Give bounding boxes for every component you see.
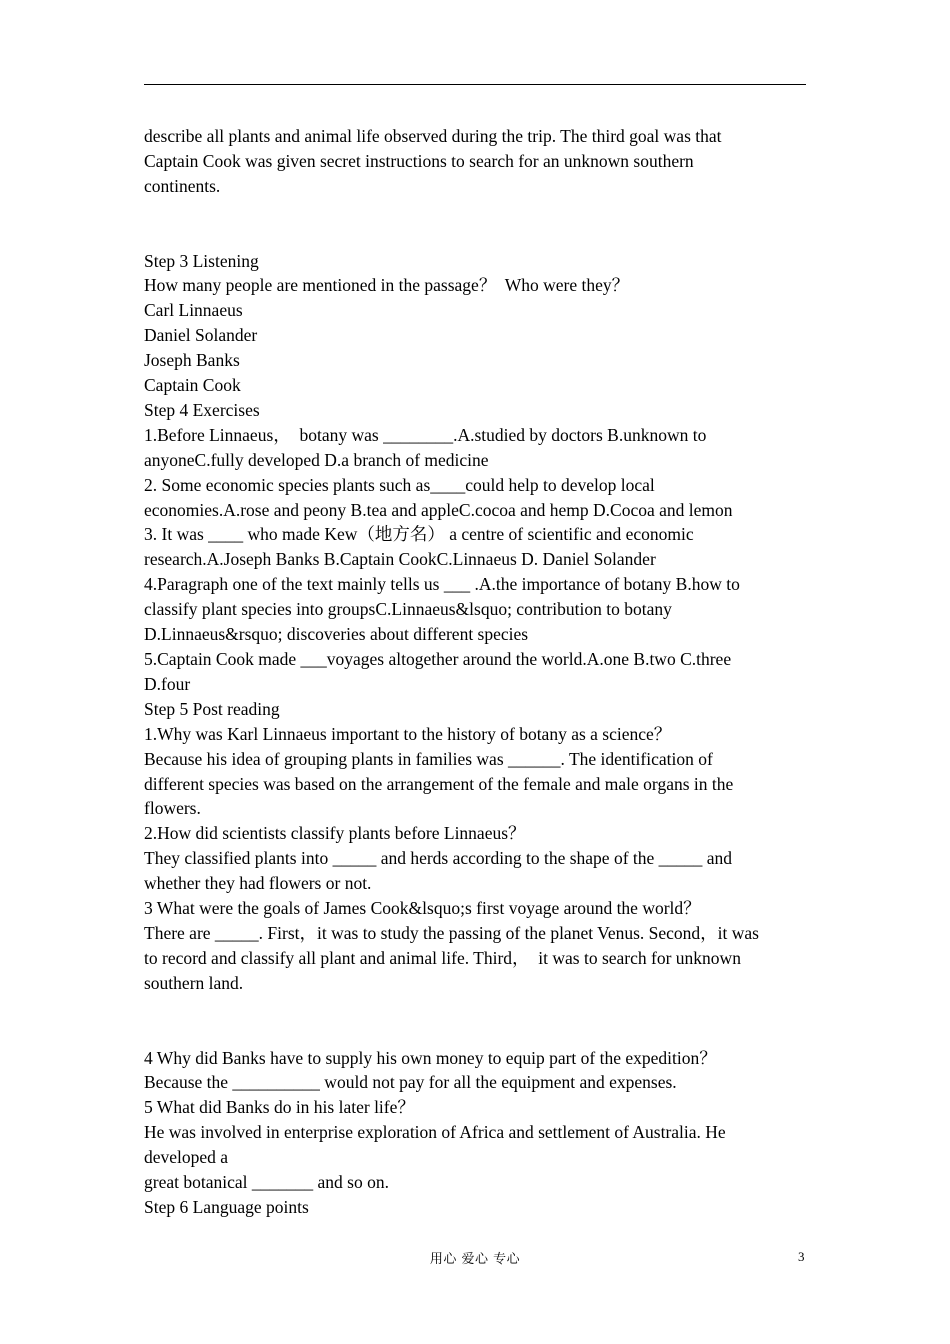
blank-space [144, 199, 810, 249]
text-line: Carl Linnaeus [144, 300, 243, 321]
text-line: describe all plants and animal life observed during the trip. The third goal was that [144, 126, 722, 146]
text-line: whether they had flowers or not. [144, 873, 372, 894]
page-number: 3 [798, 1249, 805, 1264]
section-main [144, 249, 810, 996]
step-6-heading: Step 6 Language points [144, 1196, 309, 1217]
header-rule [144, 84, 806, 85]
text-line: 5.Captain Cook made ___voyages altogether around the world.A.one B.two C.three [144, 649, 732, 670]
text-line: Daniel Solander [144, 325, 258, 346]
text-line: 2.How did scientists classify plants before Linnaeus？ [144, 823, 526, 844]
text-line: classify plant species into groupsC.Linnaeus&lsquo; contribution to botany [144, 599, 672, 620]
text-line: How many people are mentioned in the passage？ Who were they？ [144, 275, 630, 296]
text-line: There are _____. First，it was to study the passing of the planet Venus. Second，it was [144, 922, 759, 943]
text-line: D.four [144, 673, 191, 694]
text-line: Captain Cook [144, 375, 241, 396]
text-line: great botanical _______ and so on. [144, 1172, 389, 1193]
step-5-heading: Step 5 Post reading [144, 698, 280, 719]
text-line: continents. [144, 175, 221, 196]
text-line: to record and classify all plant and animal life. Third， it was to search for unknown [144, 947, 741, 968]
step-3-heading: Step 3 Listening [144, 250, 259, 271]
section-end [144, 1046, 810, 1220]
text-line: 5 What did Banks do in his later life？ [144, 1097, 415, 1118]
text-line: He was involved in enterprise exploration of Africa and settlement of Australia. He [144, 1122, 726, 1143]
document-body [144, 124, 810, 1220]
text-line: D.Linnaeus&rsquo; discoveries about different species [144, 624, 529, 645]
text-line: 4 Why did Banks have to supply his own money to equip part of the expedition？ [144, 1047, 717, 1068]
footer-slogan: 用心 爱心 专心 [429, 1252, 521, 1267]
text-line: Because his idea of grouping plants in families was ______. The identification of [144, 748, 713, 769]
paragraph-intro [144, 124, 810, 199]
text-line: 2. Some economic species plants such as____could help to develop local [144, 474, 655, 495]
text-line: research.A.Joseph Banks B.Captain CookC.Linnaeus D. Daniel Solander [144, 549, 656, 570]
text-line: Because the __________ would not pay for all the equipment and expenses. [144, 1072, 677, 1093]
text-line: southern land. [144, 972, 244, 993]
text-line: 3 What were the goals of James Cook&lsquo;s first voyage around the world？ [144, 898, 701, 919]
text-line: flowers. [144, 798, 201, 819]
step-4-heading: Step 4 Exercises [144, 399, 260, 420]
text-line: They classified plants into _____ and herds according to the shape of the _____ and [144, 848, 733, 869]
text-line: 4.Paragraph one of the text mainly tells us ___ .A.the importance of botany B.how to [144, 574, 740, 595]
text-line: anyoneC.fully developed D.a branch of medicine [144, 449, 489, 470]
text-line: developed a [144, 1147, 229, 1168]
text-line: Captain Cook was given secret instructions to search for an unknown southern [144, 150, 694, 171]
text-line: different species was based on the arrangement of the female and male organs in the [144, 773, 734, 794]
text-line: 3. It was ____ who made Kew（地方名） a centre of scientific and economic [144, 524, 694, 545]
text-line: 1.Why was Karl Linnaeus important to the history of botany as a science？ [144, 723, 672, 744]
text-line: 1.Before Linnaeus， botany was ________.A.studied by doctors B.unknown to [144, 424, 707, 445]
text-line: Joseph Banks [144, 350, 240, 371]
blank-space [144, 996, 810, 1046]
text-line: economies.A.rose and peony B.tea and appleC.cocoa and hemp D.Cocoa and lemon [144, 499, 733, 520]
